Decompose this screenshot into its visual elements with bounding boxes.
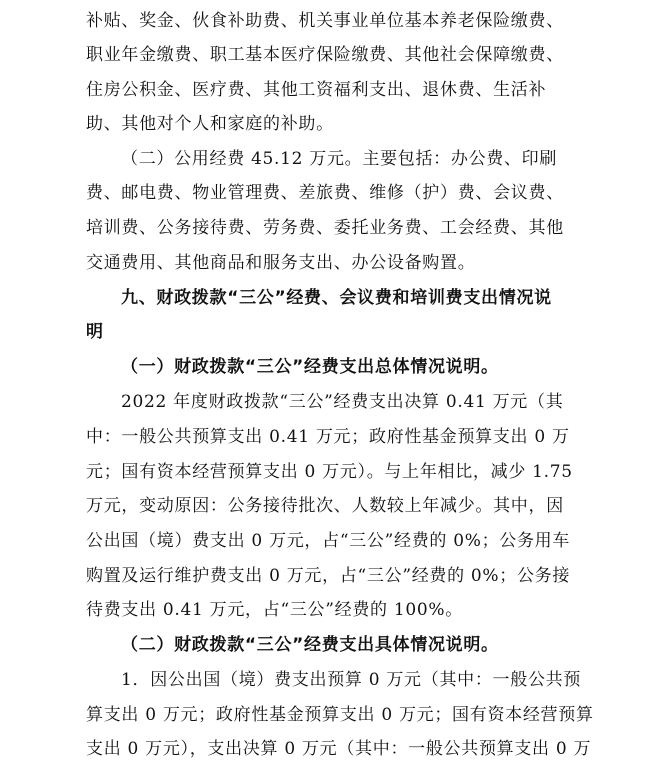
body-text-line: 培训费、公务接待费、劳务费、委托业务费、工会经费、其他	[86, 218, 564, 238]
item-paragraph-start: 1．因公出国（境）费支出预算 0 万元（其中：一般公共预	[121, 670, 582, 690]
body-text-line: 支出 0 万元），支出决算 0 万元（其中：一般公共预算支出 0 万	[86, 739, 592, 759]
subsection-heading: （一）财政拨款“三公”经费支出总体情况说明。	[121, 357, 499, 377]
body-text-line: 住房公积金、医疗费、其他工资福利支出、退休费、生活补	[86, 80, 547, 100]
summary-paragraph-start: 2022 年度财政拨款“三公”经费支出决算 0.41 万元（其	[121, 392, 564, 412]
public-funds-paragraph-start: （二）公用经费 45.12 万元。主要包括：办公费、印刷	[121, 149, 558, 169]
body-text-line: 元；国有资本经营预算支出 0 万元）。与上年相比，减少 1.75	[86, 462, 573, 482]
body-text-line: 职业年金缴费、职工基本医疗保险缴费、其他社会保障缴费、	[86, 45, 564, 65]
body-text-line: 算支出 0 万元；政府性基金预算支出 0 万元；国有资本经营预算	[86, 705, 594, 725]
subsection-heading: （二）财政拨款“三公”经费支出具体情况说明。	[121, 635, 499, 655]
body-text-line: 费、邮电费、物业管理费、差旅费、维修（护）费、会议费、	[86, 183, 564, 203]
body-text-line: 中：一般公共预算支出 0.41 万元；政府性基金预算支出 0 万	[86, 427, 570, 447]
section-heading-continuation: 明	[86, 322, 104, 342]
section-heading: 九、财政拨款“三公”经费、会议费和培训费支出情况说	[121, 288, 552, 308]
body-text-line: 购置及运行维护费支出 0 万元，占“三公”经费的 0%；公务接	[86, 566, 571, 586]
body-text-line: 万元，变动原因：公务接待批次、人数较上年减少。其中，因	[86, 496, 564, 516]
body-text-line: 交通费用、其他商品和服务支出、办公设备购置。	[86, 253, 476, 273]
body-text-line: 补贴、奖金、伙食补助费、机关事业单位基本养老保险缴费、	[86, 11, 564, 31]
body-text-line: 待费支出 0.41 万元，占“三公”经费的 100%。	[86, 600, 463, 620]
body-text-line: 助、其他对个人和家庭的补助。	[86, 114, 334, 134]
body-text-line: 公出国（境）费支出 0 万元，占“三公”经费的 0%；公务用车	[86, 531, 571, 551]
